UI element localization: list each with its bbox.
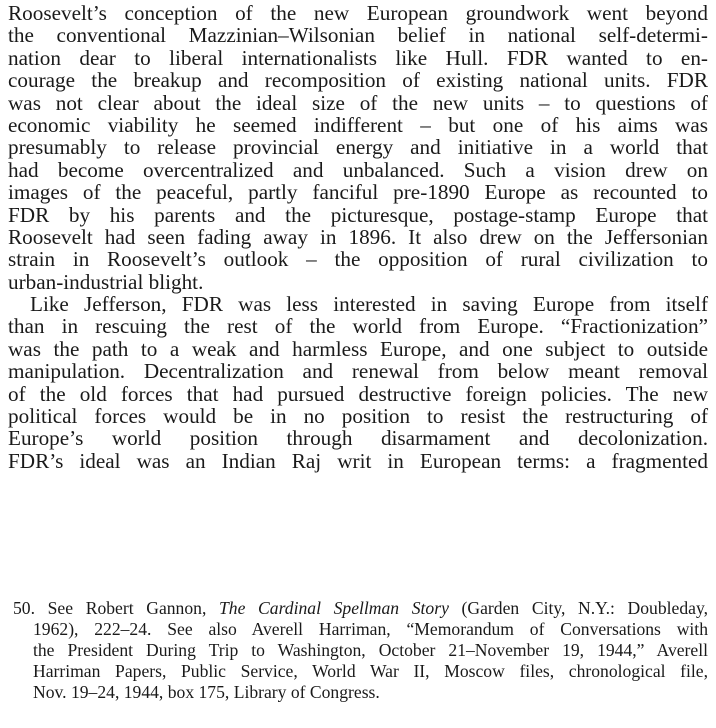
footnote-line: 50. See Robert Gannon, The Cardinal Spellman Story (Garden City, N.Y.: Doubleday, bbox=[13, 598, 708, 618]
paragraph-1 bbox=[8, 2, 708, 293]
text-line: strain in Roosevelt’s outlook – the opposition of rural civilization to bbox=[8, 247, 708, 272]
text-line: urban-industrial blight. bbox=[8, 269, 204, 294]
footnote-line: Harriman Papers, Public Service, World War II, Moscow files, chronological file, bbox=[33, 660, 708, 681]
footnote-line: Nov. 19–24, 1944, box 175, Library of Congress. bbox=[33, 681, 380, 702]
paragraph-2 bbox=[8, 293, 708, 472]
text-line: Europe’s world position through disarmament and decolonization. bbox=[8, 426, 708, 451]
text-line: FDR by his parents and the picturesque, postage-stamp Europe that bbox=[8, 202, 708, 227]
text-line: nation dear to liberal internationalists like Hull. FDR wanted to en- bbox=[8, 45, 708, 70]
text-line: FDR’s ideal was an Indian Raj writ in European terms: a fragmented bbox=[8, 448, 708, 473]
text-line: had become overcentralized and unbalanced. Such a vision drew on bbox=[8, 157, 708, 182]
text-line: the conventional Mazzinian–Wilsonian belief in national self-determi- bbox=[8, 23, 708, 48]
text-line: than in rescuing the rest of the world from Europe. “Fractionization” bbox=[8, 314, 708, 339]
text-line: was not clear about the ideal size of the new units – to questions of bbox=[8, 90, 708, 115]
footnote-50 bbox=[8, 598, 708, 702]
text-line: presumably to release provincial energy and initiative in a world that bbox=[8, 135, 708, 160]
text-line: economic viability he seemed indifferent – but one of his aims was bbox=[8, 112, 708, 137]
text-line: political forces would be in no position to resist the restructuring of bbox=[8, 404, 708, 429]
text-line: Roosevelt’s conception of the new European groundwork went beyond bbox=[8, 1, 708, 25]
text-line: Roosevelt had seen fading away in 1896. It also drew on the Jeffersonian bbox=[8, 224, 708, 249]
text-line: courage the breakup and recomposition of existing national units. FDR bbox=[8, 68, 708, 93]
text-line: of the old forces that had pursued destructive foreign policies. The new bbox=[8, 381, 708, 406]
text-line: images of the peaceful, partly fanciful pre-1890 Europe as recounted to bbox=[8, 180, 708, 205]
footnote-line: the President During Trip to Washington, October 21–November 19, 1944,” Averell bbox=[33, 639, 708, 660]
text-line: Like Jefferson, FDR was less interested in saving Europe from itself bbox=[30, 292, 708, 317]
book-title: The Cardinal Spellman Story bbox=[219, 598, 449, 618]
body-text bbox=[8, 2, 708, 472]
text-line: manipulation. Decentralization and renewal from below meant removal bbox=[8, 359, 708, 384]
text-line: was the path to a weak and harmless Europe, and one subject to outside bbox=[8, 336, 708, 361]
footnote-line: 1962), 222–24. See also Averell Harriman, “Memorandum of Conversations with bbox=[33, 618, 708, 639]
